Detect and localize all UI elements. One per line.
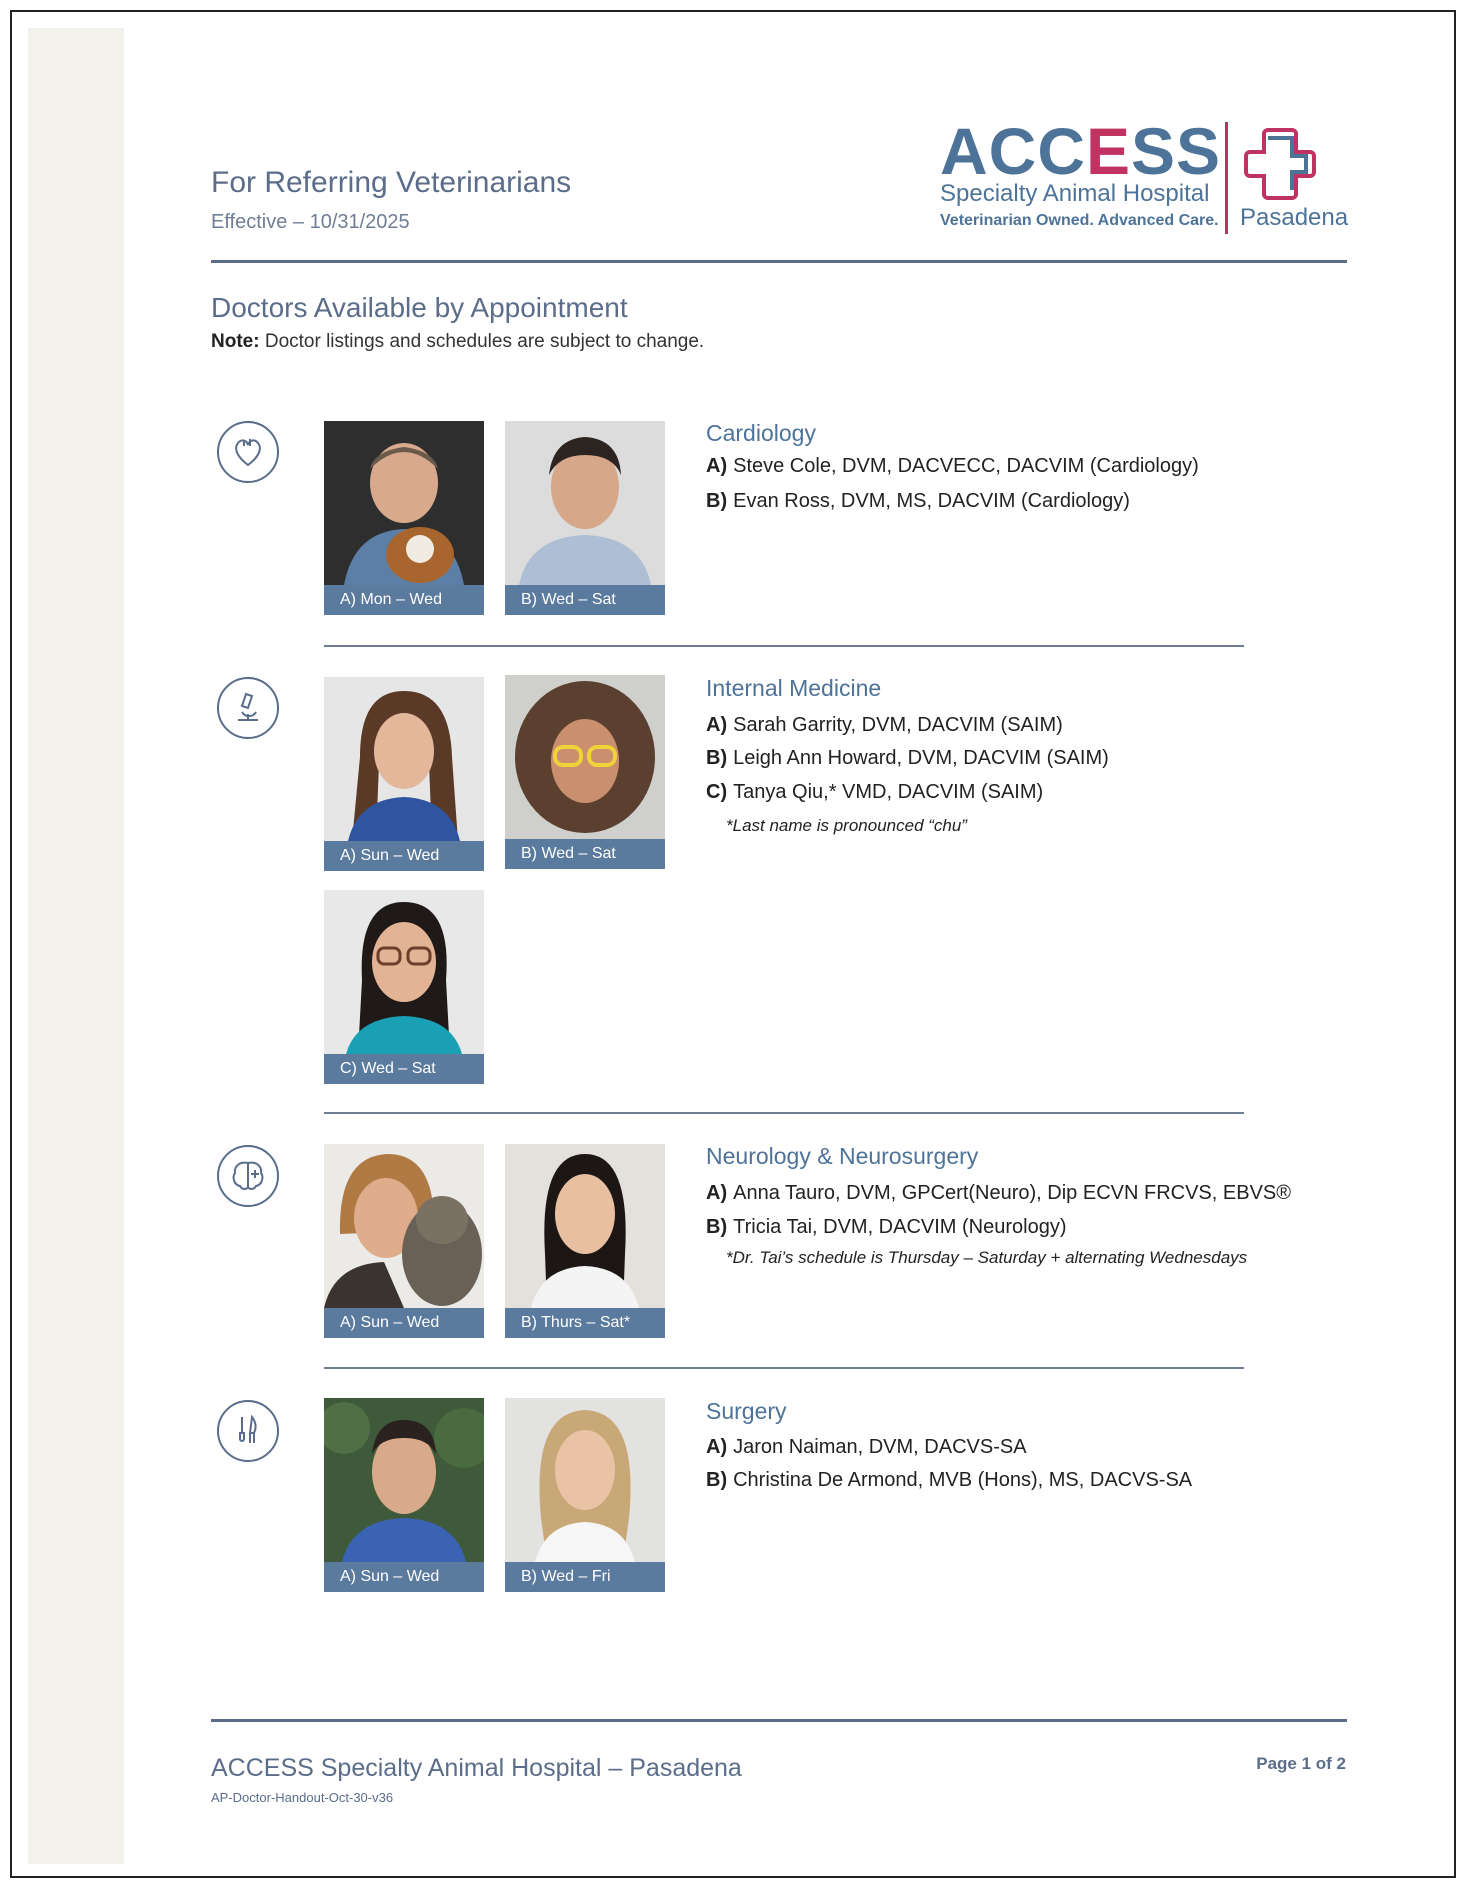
schedule-caption: B) Thurs – Sat* (505, 1308, 665, 1338)
surgery-icon (217, 1400, 279, 1462)
portrait-image (324, 421, 484, 585)
doctor-photo (324, 1144, 484, 1338)
section-heading: Doctors Available by Appointment (211, 292, 628, 323)
doctor-listing: A) Steve Cole, DVM, DACVECC, DACVIM (Cardiology) (706, 455, 1199, 477)
schedule-caption: B) Wed – Sat (505, 585, 665, 615)
footer-rule (211, 1719, 1347, 1722)
specialty-title: Cardiology (706, 420, 816, 446)
cardiology-icon (217, 421, 279, 483)
portrait-image (324, 677, 484, 841)
internal-medicine-icon (217, 677, 279, 739)
doctor-photo (324, 677, 484, 871)
specialty-title: Internal Medicine (706, 675, 882, 701)
doctor-listing: A) Anna Tauro, DVM, GPCert(Neuro), Dip ECVN FRCVS, EBVS® (706, 1182, 1291, 1204)
logo-wordmark: ACCESS (940, 114, 1222, 188)
page-frame (10, 10, 1456, 1878)
page-title: For Referring Veterinarians (211, 166, 572, 199)
portrait-image (505, 675, 665, 839)
logo-divider (1225, 122, 1228, 234)
doctor-photo (324, 421, 484, 615)
schedule-caption: A) Mon – Wed (324, 585, 484, 615)
doctor-listing: A) Sarah Garrity, DVM, DACVIM (SAIM) (706, 714, 1063, 736)
doctor-listing: C) Tanya Qiu,* VMD, DACVIM (SAIM) (706, 781, 1044, 803)
page-number: Page 1 of 2 (1256, 1754, 1346, 1773)
doctor-photo (324, 890, 484, 1084)
schedule-caption: A) Sun – Wed (324, 1562, 484, 1592)
portrait-image (324, 1144, 484, 1308)
surgical-tools-icon (230, 1413, 266, 1449)
neurology-icon (217, 1145, 279, 1207)
side-band (28, 28, 124, 1864)
doctor-listing: B) Tricia Tai, DVM, DACVIM (Neurology) (706, 1216, 1067, 1238)
schedule-caption: B) Wed – Fri (505, 1562, 665, 1592)
doctor-photo (505, 1144, 665, 1338)
brain-icon (229, 1158, 267, 1194)
footer-hospital-name: ACCESS Specialty Animal Hospital – Pasadena (211, 1754, 742, 1782)
heart-icon (230, 434, 266, 470)
schedule-caption: A) Sun – Wed (324, 841, 484, 871)
footer-document-code: AP-Doctor-Handout-Oct-30-v36 (211, 1790, 394, 1805)
logo-tagline: Veterinarian Owned. Advanced Care. (940, 212, 1219, 229)
cross-logo-icon (1242, 126, 1318, 202)
doctor-photo (324, 1398, 484, 1592)
section-divider (324, 645, 1244, 647)
hospital-logo (940, 114, 1350, 238)
doctor-photo (505, 675, 665, 869)
schedule-note: *Dr. Tai’s schedule is Thursday – Saturday + alternating Wednesdays (726, 1248, 1248, 1267)
effective-date: Effective – 10/31/2025 (211, 211, 410, 233)
logo-city: Pasadena (1240, 204, 1349, 231)
doctor-listing: B) Christina De Armond, MVB (Hons), MS, DACVS-SA (706, 1469, 1193, 1491)
logo-subtitle: Specialty Animal Hospital (940, 180, 1210, 207)
schedule-caption: B) Wed – Sat (505, 839, 665, 869)
header-rule (211, 260, 1347, 263)
doctor-photo (505, 1398, 665, 1592)
schedule-note: Note: Doctor listings and schedules are subject to change. (211, 331, 705, 352)
doctor-listing: A) Jaron Naiman, DVM, DACVS-SA (706, 1436, 1027, 1458)
schedule-caption: A) Sun – Wed (324, 1308, 484, 1338)
portrait-image (324, 1398, 484, 1562)
specialty-title: Neurology & Neurosurgery (706, 1143, 979, 1169)
specialty-title: Surgery (706, 1398, 787, 1424)
section-divider (324, 1112, 1244, 1114)
doctor-listing: B) Evan Ross, DVM, MS, DACVIM (Cardiology) (706, 490, 1130, 512)
microscope-icon (230, 690, 266, 726)
doctor-listing: B) Leigh Ann Howard, DVM, DACVIM (SAIM) (706, 747, 1109, 769)
portrait-image (505, 421, 665, 585)
pronunciation-note: *Last name is pronounced “chu” (726, 816, 967, 835)
schedule-caption: C) Wed – Sat (324, 1054, 484, 1084)
portrait-image (505, 1398, 665, 1562)
doctor-photo (505, 421, 665, 615)
section-divider (324, 1367, 1244, 1369)
portrait-image (505, 1144, 665, 1308)
portrait-image (324, 890, 484, 1054)
